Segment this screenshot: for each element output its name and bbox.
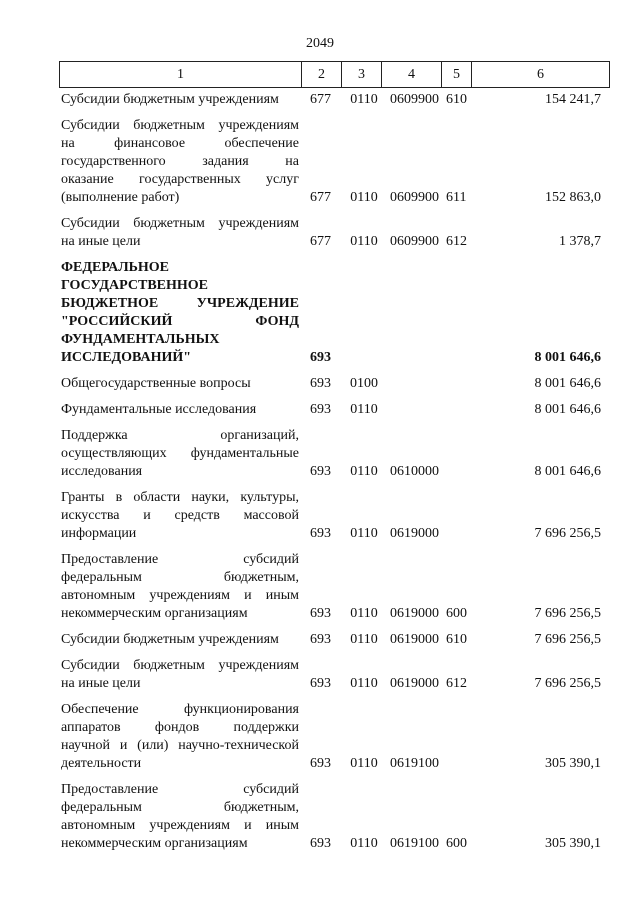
row-name-line: Поддержка организаций, [61, 428, 299, 443]
row-name [61, 631, 299, 649]
row-name [61, 489, 299, 543]
table-row [61, 551, 601, 623]
table-row [61, 215, 601, 251]
row-expense-type: 600 [446, 836, 467, 851]
row-article: 0619000 [390, 526, 439, 541]
row-name-line: Субсидии бюджетным учреждениям [61, 118, 299, 133]
row-article: 0609900 [390, 190, 439, 205]
row-name-line: Общегосударственные вопросы [61, 376, 251, 391]
page-number: 2049 [306, 36, 334, 51]
header-col-5: 5 [442, 62, 472, 87]
table-row [61, 657, 601, 693]
row-code: 693 [310, 402, 331, 417]
row-name-line: искусства и средств массовой [61, 508, 299, 523]
row-name-line: Предоставление субсидий [61, 552, 299, 567]
table-row [61, 375, 601, 393]
table-row [61, 401, 601, 419]
row-amount: 7 696 256,5 [534, 526, 601, 541]
row-name-line: Субсидии бюджетным учреждениям [61, 632, 279, 647]
row-code: 693 [310, 836, 331, 851]
row-name-line: государственного задания на [61, 154, 299, 169]
row-name-line: осуществляющих фундаментальные [61, 446, 299, 461]
row-name [61, 117, 299, 207]
table-header [59, 61, 610, 88]
row-name-line: ФУНДАМЕНТАЛЬНЫХ [61, 332, 220, 347]
row-name [61, 657, 299, 693]
row-name-line: Субсидии бюджетным учреждениям [61, 92, 279, 107]
table-row [61, 631, 601, 649]
row-expense-type: 600 [446, 606, 467, 621]
row-name [61, 401, 299, 419]
row-expense-type: 611 [446, 190, 467, 205]
row-name-line: Предоставление субсидий [61, 782, 299, 797]
row-section: 0110 [350, 234, 378, 249]
header-col-6: 6 [537, 66, 544, 82]
row-name-line: ИССЛЕДОВАНИЙ" [61, 350, 192, 365]
row-section: 0110 [350, 92, 378, 107]
row-name-line: "РОССИЙСКИЙ ФОНД [61, 314, 299, 329]
row-code: 693 [310, 464, 331, 479]
row-name [61, 215, 299, 251]
row-name-line: федеральным бюджетным, [61, 800, 299, 815]
row-amount: 8 001 646,6 [534, 350, 601, 365]
row-code: 677 [310, 234, 331, 249]
row-name [61, 551, 299, 623]
header-col-1: 1 [60, 62, 302, 87]
row-article: 0610000 [390, 464, 439, 479]
row-code: 693 [310, 632, 331, 647]
row-amount: 7 696 256,5 [534, 606, 601, 621]
table-body [61, 91, 601, 861]
row-section: 0110 [350, 606, 378, 621]
row-amount: 154 241,7 [545, 92, 601, 107]
row-section: 0110 [350, 464, 378, 479]
table-row [61, 781, 601, 853]
row-name [61, 427, 299, 481]
row-name-line: автономным учреждениям и иным [61, 588, 299, 603]
row-name-line: исследования [61, 464, 143, 479]
row-name-line: ГОСУДАРСТВЕННОЕ [61, 278, 208, 293]
row-amount: 7 696 256,5 [534, 632, 601, 647]
row-expense-type: 610 [446, 92, 467, 107]
table-row [61, 91, 601, 109]
row-name-line: некоммерческим организациям [61, 836, 248, 851]
row-amount: 8 001 646,6 [534, 464, 601, 479]
row-code: 677 [310, 190, 331, 205]
row-section: 0110 [350, 632, 378, 647]
row-section: 0110 [350, 526, 378, 541]
row-name-line: на иные цели [61, 234, 141, 249]
row-code: 693 [310, 606, 331, 621]
header-col-2: 2 [302, 62, 342, 87]
row-amount: 305 390,1 [545, 756, 601, 771]
row-amount: 8 001 646,6 [534, 402, 601, 417]
row-article: 0609900 [390, 234, 439, 249]
row-name-line: аппаратов фондов поддержки [61, 720, 299, 735]
row-name-line: на финансовое обеспечение [61, 136, 299, 151]
row-expense-type: 612 [446, 676, 467, 691]
row-amount: 8 001 646,6 [534, 376, 601, 391]
row-code: 677 [310, 92, 331, 107]
header-col-3: 3 [342, 62, 382, 87]
row-article: 0619000 [390, 676, 439, 691]
row-name-line: Субсидии бюджетным учреждениям [61, 658, 299, 673]
row-name [61, 375, 299, 393]
header-col-4: 4 [382, 62, 442, 87]
row-article: 0619100 [390, 756, 439, 771]
row-code: 693 [310, 676, 331, 691]
row-section: 0110 [350, 402, 378, 417]
row-amount: 7 696 256,5 [534, 676, 601, 691]
row-name-line: Фундаментальные исследования [61, 402, 257, 417]
row-article: 0619000 [390, 606, 439, 621]
row-name [61, 259, 299, 367]
row-section: 0110 [350, 190, 378, 205]
table-row [61, 427, 601, 481]
row-section: 0110 [350, 836, 378, 851]
row-section: 0110 [350, 756, 378, 771]
row-code: 693 [310, 350, 331, 365]
table-row [61, 259, 601, 367]
row-code: 693 [310, 376, 331, 391]
row-name-line: научной и (или) научно-технической [61, 738, 299, 753]
row-name-line: ФЕДЕРАЛЬНОЕ [61, 260, 170, 275]
row-name-line: Субсидии бюджетным учреждениям [61, 216, 299, 231]
table-row [61, 701, 601, 773]
table-row [61, 117, 601, 207]
row-name-line: БЮДЖЕТНОЕ УЧРЕЖДЕНИЕ [61, 296, 299, 311]
row-name-line: Гранты в области науки, культуры, [61, 490, 299, 505]
row-name-line: федеральным бюджетным, [61, 570, 299, 585]
row-section: 0100 [350, 376, 378, 391]
row-name-line: деятельности [61, 756, 142, 771]
row-amount: 305 390,1 [545, 836, 601, 851]
row-amount: 152 863,0 [545, 190, 601, 205]
row-name-line: информации [61, 526, 137, 541]
row-name [61, 781, 299, 853]
row-expense-type: 612 [446, 234, 467, 249]
row-article: 0609900 [390, 92, 439, 107]
row-article: 0619000 [390, 632, 439, 647]
row-amount: 1 378,7 [559, 234, 601, 249]
row-code: 693 [310, 756, 331, 771]
row-article: 0619100 [390, 836, 439, 851]
row-name-line: некоммерческим организациям [61, 606, 248, 621]
row-name-line: автономным учреждениям и иным [61, 818, 299, 833]
row-section: 0110 [350, 676, 378, 691]
row-name-line: (выполнение работ) [61, 190, 180, 205]
row-name-line: оказание государственных услуг [61, 172, 299, 187]
row-name [61, 701, 299, 773]
row-name-line: Обеспечение функционирования [61, 702, 299, 717]
row-name [61, 91, 299, 109]
row-name-line: на иные цели [61, 676, 141, 691]
row-code: 693 [310, 526, 331, 541]
row-expense-type: 610 [446, 632, 467, 647]
table-row [61, 489, 601, 543]
